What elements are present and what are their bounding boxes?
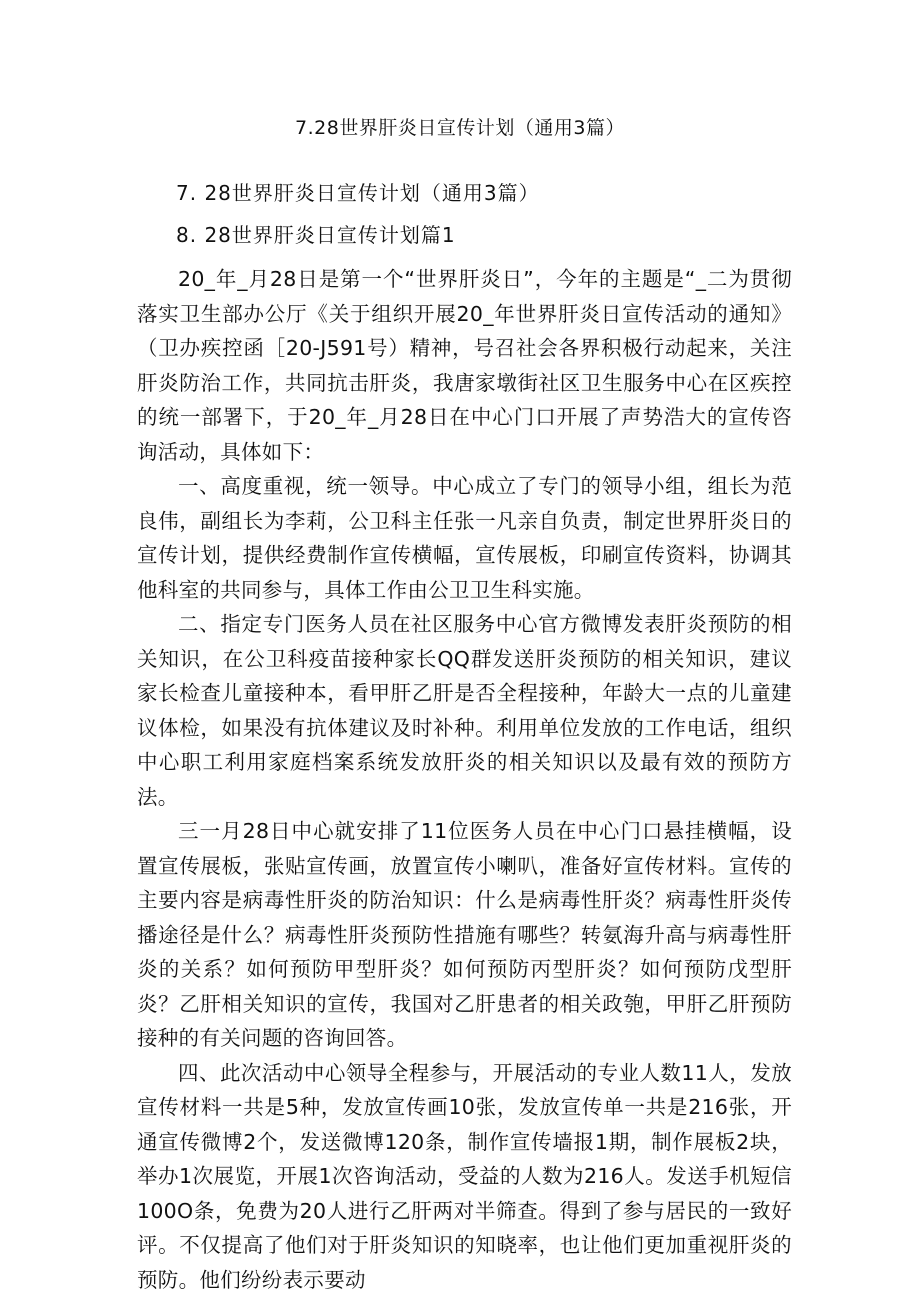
document-subtitle-1: 7. 28世界肝炎日宣传计划（通用3篇） [176, 181, 540, 205]
paragraph-section-2: 二、指定专门医务人员在社区服务中心官方微博发表肝炎预防的相关知识，在公卫科疫苗接种家长QQ群发送肝炎预防的相关知识，建议家长检查儿童接种本，看甲肝乙肝是否全程接种，年龄大一点的儿童建议体检，如果没有抗体建议及时补种。利用单位发放的工作电话，组织中心职工利用家庭档案系统发放肝炎的相关知识以及最有效的预防方法。 [137, 612, 792, 809]
document-body [137, 262, 792, 1297]
paragraph-section-3: 三一月28日中心就安排了11位医务人员在中心门口悬挂横幅，设置宣传展板，张贴宣传画，放置宣传小喇叭，准备好宣传材料。宣传的主要内容是病毒性肝炎的防治知识：什么是病毒性肝炎？病毒性肝炎传播途径是什么？病毒性肝炎预防性措施有哪些？转氨海升高与病毒性肝炎的关系？如何预防甲型肝炎？如何预防丙型肝炎？如何预防戊型肝炎？乙肝相关知识的宣传，我国对乙肝患者的相关政匏，甲肝乙肝预防接种的有关问题的咨询回答。 [137, 819, 792, 1050]
paragraph-intro: 20_年_月28日是第一个“世界肝炎日”，今年的主题是“_二为贯彻落实卫生部办公厅《关于组织开展20_年世界肝炎日宣传活动的通知》（卫办疾控函［20-J591号）精神，号召社会各界积极行动起来，关注肝炎防治工作，共同抗击肝炎，我唐家墩街社区卫生服务中心在区疾控的统一部署下，于20_年_月28日在中心门口开展了声势浩大的宣传咨询活动，具体如下： [137, 267, 792, 464]
paragraph-section-1: 一、高度重视，统一领导。中心成立了专门的领导小组，组长为范良伟，副组长为李莉，公卫科主任张一凡亲自负责，制定世界肝炎日的宣传计划，提供经费制作宣传横幅，宣传展板，印刷宣传资料，协调其他科室的共同参与，具体工作由公卫卫生科实施。 [137, 474, 792, 602]
document-subtitle-2: 8. 28世界肝炎日宣传计划篇1 [176, 223, 456, 247]
paragraph-section-4: 四、此次活动中心领导全程参与，开展活动的专业人数11人，发放宣传材料一共是5种，发放宣传画10张，发放宣传单一共是216张，开通宣传微博2个，发送微博120条，制作宣传墙报1期，制作展板2块，举办1次展览，开展1次咨询活动，受益的人数为216人。发送手机短信100O条，免费为20人进行乙肝两对半筛查。得到了参与居民的一致好评。不仅提高了他们对于肝炎知识的知晓率，也让他们更加重视肝炎的预防。他们纷纷表示要动 [137, 1060, 792, 1292]
document-title: 7.28世界肝炎日宣传计划（通用3篇） [295, 117, 625, 139]
